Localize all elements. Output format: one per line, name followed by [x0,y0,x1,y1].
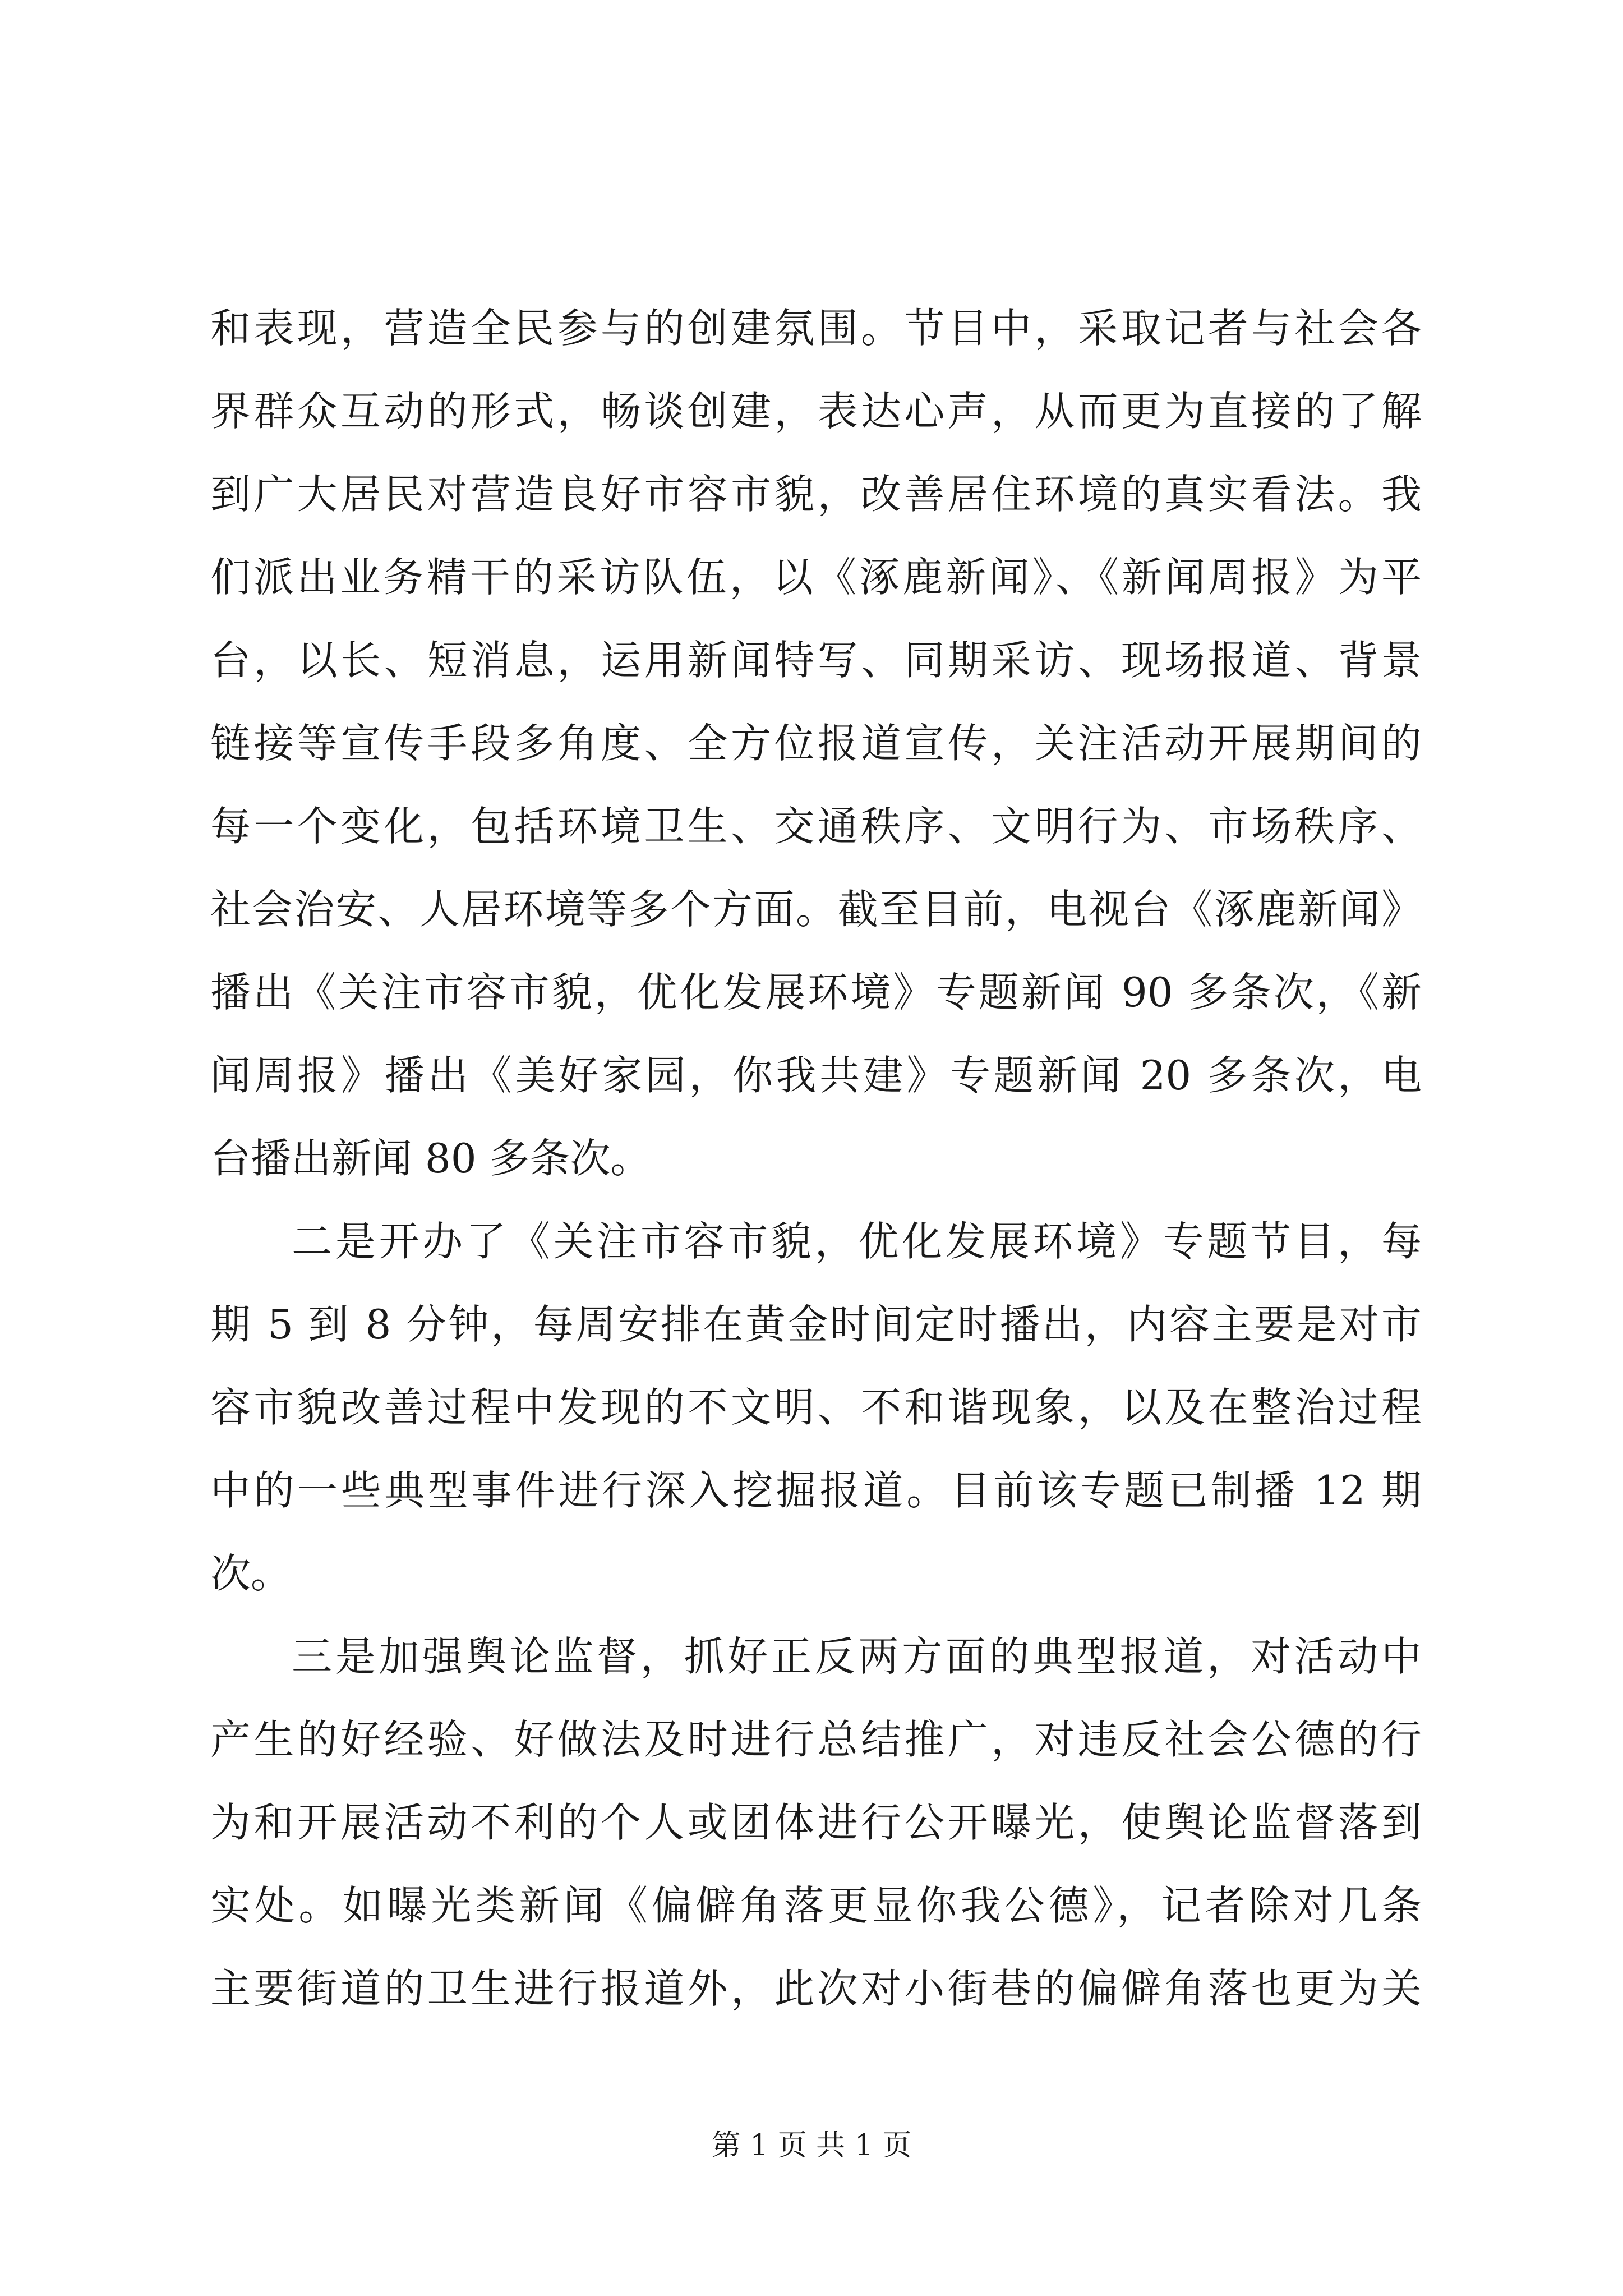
text-line: 社会治安、人居环境等多个方面。截至目前，电视台《涿鹿新闻》 [210,886,1422,933]
text-line: 界群众互动的形式，畅谈创建，表达心声，从而更为直接的了解 [210,388,1422,435]
paragraph-first-line: 三是加强舆论监督，抓好正反两方面的典型报道，对活动中 [292,1633,1422,1680]
text-line: 们派出业务精干的采访队伍，以《涿鹿新闻》、《新闻周报》为平 [210,554,1422,601]
text-line: 容市貌改善过程中发现的不文明、不和谐现象，以及在整治过程 [210,1384,1422,1431]
text-line: 中的一些典型事件进行深入挖掘报道。目前该专题已制播 12 期 [210,1467,1422,1514]
text-line: 主要街道的卫生进行报道外，此次对小街巷的偏僻角落也更为关 [210,1965,1422,2012]
text-line: 期 5 到 8 分钟，每周安排在黄金时间定时播出，内容主要是对市 [210,1301,1422,1348]
text-line: 和表现，营造全民参与的创建氛围。节目中，采取记者与社会各 [210,305,1422,352]
text-line: 次。 [210,1550,292,1597]
text-line: 台，以长、短消息，运用新闻特写、同期采访、现场报道、背景 [210,637,1422,684]
page-number-footer: 第 1 页 共 1 页 [711,2129,912,2162]
text-line: 为和开展活动不利的个人或团体进行公开曝光，使舆论监督落到 [210,1799,1422,1846]
text-line: 产生的好经验、好做法及时进行总结推广，对违反社会公德的行 [210,1716,1422,1763]
text-line: 到广大居民对营造良好市容市貌，改善居住环境的真实看法。我 [210,471,1422,518]
text-line: 链接等宣传手段多角度、全方位报道宣传，关注活动开展期间的 [210,720,1422,767]
text-line: 每一个变化，包括环境卫生、交通秩序、文明行为、市场秩序、 [210,803,1422,850]
text-line: 实处。如曝光类新闻《偏僻角落更显你我公德》，记者除对几条 [210,1882,1422,1929]
text-line: 播出《关注市容市貌，优化发展环境》专题新闻 90 多条次，《新 [210,969,1422,1016]
paragraph-first-line: 二是开办了《关注市容市貌，优化发展环境》专题节目，每 [292,1218,1422,1265]
text-line: 闻周报》播出《美好家园，你我共建》专题新闻 20 多条次，电 [210,1052,1422,1099]
text-line: 台播出新闻 80 多条次。 [210,1135,651,1182]
